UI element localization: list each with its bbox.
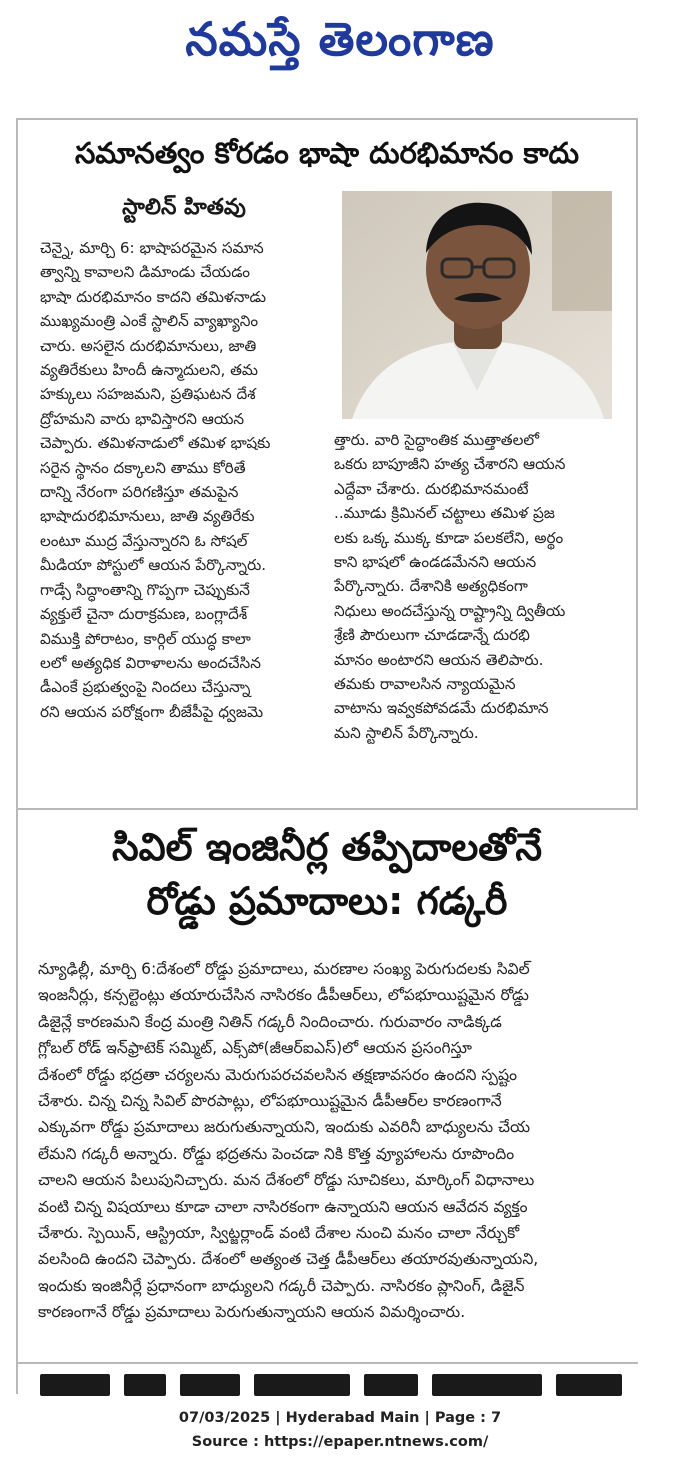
text-line: లలో అత్యధిక విరాళాలను అందచేసిన [40, 653, 261, 672]
cropped-next-headline [40, 1374, 640, 1396]
text-line: భాషాదురభిమానులు, జాతి వ్యతిరేకు [40, 507, 255, 526]
text-line: వాటాను ఇవ్వకపోవడమే దురభిమాన [334, 699, 549, 718]
text-line: సరైన స్థానం దక్కాలని తాము కోరితే [40, 458, 246, 477]
text-line: దాన్ని నేరంగా పరిగణిస్తూ తమపైన [40, 483, 239, 502]
article2-headline-line1: సివిల్ ఇంజినీర్ల తప్పిదాలతోనే [111, 825, 543, 869]
text-line: తమకు రావాలసిన న్యాయమైన [334, 675, 516, 694]
text-line: గాడ్సే సిద్ధాంతాన్ని గొప్పగా చెప్పుకునే [40, 580, 250, 599]
article-frame-left [16, 118, 18, 1394]
article1-subhead: స్టాలిన్ హితవు [122, 195, 246, 220]
text-line: హక్కులు సహజమని, ప్రతిఘటన దేశ [40, 385, 256, 404]
text-line: లంటూ ముద్ర వేస్తున్నారని ఓ సోషల్ [40, 531, 248, 550]
article-frame-right [636, 118, 638, 808]
article-bottom-rule [16, 1362, 638, 1364]
article1-left-column [40, 236, 324, 724]
article2-headline-line2: రోడ్డు ప్రమాదాలు: గడ్కరీ [146, 879, 508, 923]
text-line: శ్రేణి పౌరులుగా చూడడాన్నే దురభి [334, 626, 530, 645]
text-line: ఎక్కువగా రోడ్డు ప్రమాదాలు జరుగుతున్నాయని, ఇందుకు ఎవరినీ బాధ్యులను చేయ [38, 1118, 531, 1137]
article1-headline: సమానత్వం కోరడం భాషా దురభిమానం కాదు [74, 136, 580, 170]
text-line: దేశంలో రోడ్డు భద్రతా చర్యలను మెరుగుపరచవలసిన తక్షణావసరం ఉందని స్పష్టం [38, 1065, 517, 1084]
text-line: ఇందుకు ఇంజినీర్లే ప్రధానంగా బాధ్యులని గడ్కరీ చెప్పారు. నాసిరకం ప్లానింగ్, డిజైన్ [38, 1276, 525, 1295]
text-line: చాలని ఆయన పిలుపునిచ్చారు. మన దేశంలో రోడ్డు సూచికలు, మార్కింగ్ విధానాలు [38, 1171, 535, 1190]
text-line: చారు. అసలైన దురభిమానులు, జాతి [40, 336, 257, 355]
text-line: వంటి చిన్న విషయాలు కూడా చాలా నాసిరకంగా ఉన్నాయని ఆయన ఆవేదన వ్యక్తం [38, 1197, 528, 1216]
text-line: చెప్పారు. తమిళనాడులో తమిళ భాషకు [40, 434, 271, 453]
text-line: చెన్నై, మార్చి 6: భాషాపరమైన సమాన [40, 239, 264, 257]
footer-date-edition: 07/03/2025 | Hyderabad Main | Page : 7 [178, 1410, 502, 1426]
text-line: ఇంజనీర్లు, కన్సల్టెంట్లు తయారుచేసిన నాసిరకం డీపీఆర్‌లు, లోపభూయిష్టమైన రోడ్డు [38, 986, 529, 1005]
portrait-photo-icon [342, 191, 612, 419]
text-line: డీఎంకే ప్రభుత్వంపై నిందలు చేస్తున్నా [40, 678, 251, 697]
newspaper-masthead: నమస్తే తెలంగాణ [185, 12, 495, 66]
text-line: ఒకరు బాపూజీని హత్య చేశారని ఆయన [334, 455, 566, 474]
footer-source: Source : https://epaper.ntnews.com/ [191, 1434, 489, 1450]
text-line: భాషా దురభిమానం కాదని తమిళనాడు [40, 287, 266, 306]
text-line: చేశారు. స్పెయిన్, ఆస్ట్రియా, స్విట్జర్లాండ్ వంటి దేశాల నుంచి మనం చాలా నేర్చుకో [38, 1224, 520, 1243]
text-line: మీడియా పోస్టులో ఆయన పేర్కొన్నారు. [40, 556, 267, 575]
text-line: త్వాన్ని కావాలని డిమాండు చేయడం [40, 263, 250, 282]
text-line: త్తారు. వారి సైద్ధాంతిక ముత్తాతలలో [334, 431, 540, 449]
text-line: లేమని గడ్కరీ అన్నారు. రోడ్డు భద్రతను పెంచడా నికి కొత్త వ్యూహాలను రూపొందిం [38, 1144, 515, 1163]
text-line: నిధులు అందచేస్తున్న రాష్ట్రాన్ని ద్వితీయ [334, 601, 566, 620]
text-line: కారణంగానే రోడ్డు ప్రమాదాలు పెరుగుతున్నాయని ఆయన విమర్శించారు. [38, 1303, 466, 1322]
text-line: ఎద్దేవా చేశారు. దురభిమానమంటే [334, 479, 529, 498]
text-line: కాని భాషలో ఉండడమేనని ఆయన [334, 553, 537, 572]
text-line: రని ఆయన పరోక్షంగా బీజేపీపై ధ్వజమె [40, 702, 264, 721]
text-line: వలసింది ఉందని చెప్పారు. దేశంలో అత్యంత చెత్త డీపీఆర్‌లు తయారవుతున్నాయని, [38, 1250, 539, 1269]
text-line: లకు ఒక్క ముక్క కూడా పలకలేని, అర్థం [334, 528, 564, 547]
text-line: విముక్తి పోరాటం, కార్గిల్ యుద్ధ కాలా [40, 629, 251, 648]
text-line: చేశారు. చిన్న చిన్న సివిల్ పొరపాట్లు, లోపభూయిష్టమైన డీపీఆర్‌ల కారణంగానే [38, 1092, 502, 1111]
text-line: ..మూడు క్రిమినల్ చట్టాలు తమిళ ప్రజ [334, 504, 555, 523]
article1-right-column [334, 428, 612, 745]
text-line: మని స్టాలిన్ పేర్కొన్నారు. [334, 723, 479, 742]
article-divider-rule [16, 808, 638, 810]
article2-body [38, 956, 638, 1326]
text-line: డిజైన్లే కారణమని కేంద్ర మంత్రి నితిన్ గడ్కరీ నిందించారు. గురువారం నాడిక్కడ [38, 1012, 502, 1031]
text-line: ముఖ్యమంత్రి ఎంకే స్టాలిన్ వ్యాఖ్యానిం [40, 312, 259, 331]
text-line: న్యూఢిల్లీ, మార్చి 6:దేశంలో రోడ్డు ప్రమాదాలు, మరణాల సంఖ్య పెరుగుదలకు సివిల్ [38, 960, 530, 978]
text-line: గ్లోబల్ రోడ్ ఇన్‌ఫ్రాటెక్ సమ్మిట్, ఎక్స్‌పో(జీఆర్ఐఎస్)లో ఆయన ప్రసంగిస్తూ [38, 1039, 472, 1058]
text-line: మానం అంటారని ఆయన తెలిపారు. [334, 650, 544, 669]
text-line: వ్యక్తులే చైనా దురాక్రమణ, బంగ్లాదేశ్ [40, 605, 248, 624]
article1-photo [342, 191, 612, 419]
text-line: వ్యతిరేకులు హిందీ ఉన్మాదులని, తమ [40, 361, 258, 380]
article2-headline [18, 820, 636, 928]
article-top-rule [16, 118, 638, 120]
text-line: ద్రోహమని వారు భావిస్తారని ఆయన [40, 409, 245, 428]
text-line: పేర్కొన్నారు. దేశానికి అత్యధికంగా [334, 577, 528, 596]
